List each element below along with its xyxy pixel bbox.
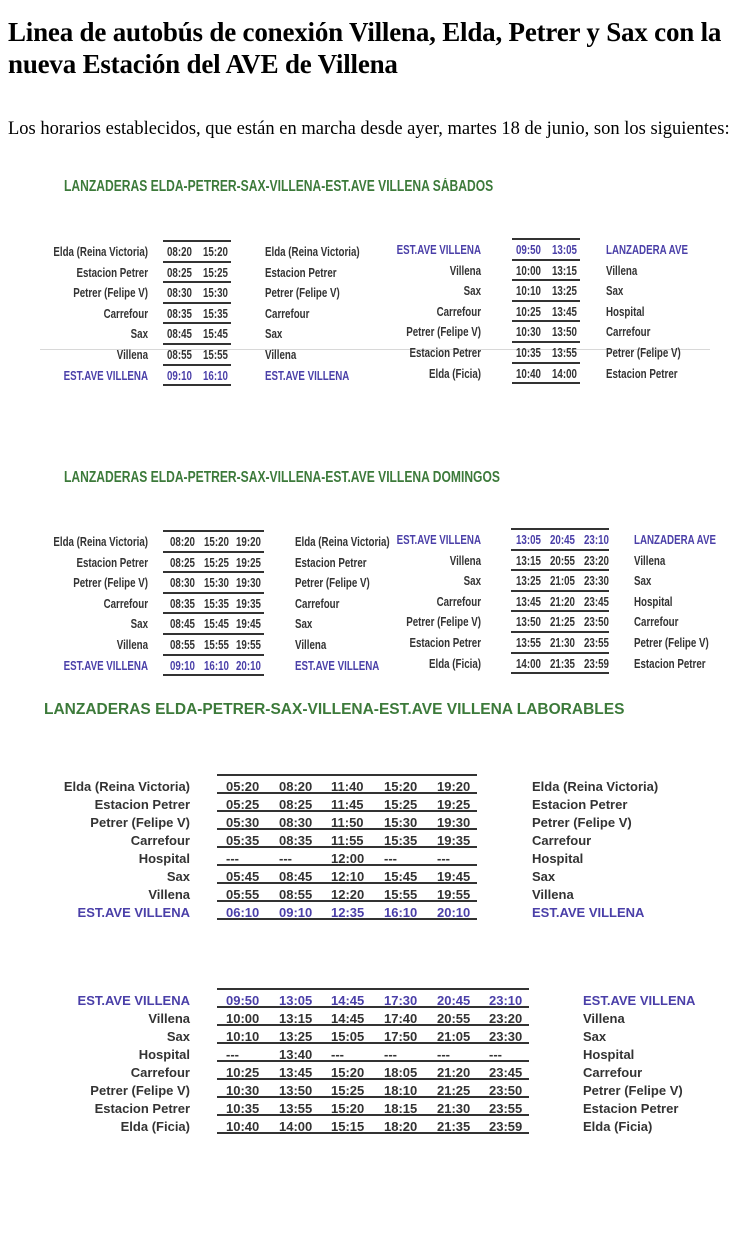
departure-time: 10:00 — [226, 1011, 260, 1026]
table-rule — [512, 320, 580, 322]
stop-name: Villena — [449, 263, 481, 278]
departure-time: 11:45 — [331, 797, 364, 812]
departure-time: 19:55 — [437, 887, 471, 902]
departure-time: --- — [226, 851, 239, 866]
stop-name-right: Sax — [583, 1029, 607, 1044]
departure-time: 19:45 — [437, 869, 471, 884]
departure-time: 15:20 — [331, 1101, 365, 1116]
stop-name: Estacion Petrer — [409, 636, 481, 650]
stop-name-right: Carrefour — [583, 1065, 643, 1080]
table-rule — [163, 322, 231, 324]
table-rule — [217, 1078, 529, 1080]
table-rule — [511, 652, 609, 654]
departure-time: 13:25 — [279, 1029, 313, 1044]
departure-time: 19:25 — [437, 797, 471, 812]
stop-name-right: Sax — [606, 284, 624, 299]
departure-time: 23:45 — [489, 1065, 523, 1080]
departure-time: 08:20 — [170, 535, 195, 549]
departure-time: 08:45 — [170, 617, 195, 632]
stop-name-right: Villena — [634, 553, 666, 568]
departure-time: 15:15 — [331, 1119, 365, 1134]
stop-name: Villena — [148, 1011, 190, 1026]
stop-name-right: Elda (Reina Victoria) — [532, 779, 659, 794]
departure-time: 17:40 — [384, 1011, 418, 1026]
table-rule — [217, 1042, 529, 1044]
table-rule — [512, 362, 580, 364]
departure-time: 13:40 — [279, 1047, 313, 1062]
stop-name-right: Petrer (Felipe V) — [265, 286, 340, 301]
departure-time: 23:50 — [489, 1083, 523, 1098]
stop-name-right: Sax — [265, 327, 283, 342]
stop-name-right: Sax — [532, 869, 556, 884]
departure-time: 13:45 — [516, 594, 541, 609]
departure-time: 16:10 — [204, 658, 229, 673]
stop-name: Villena — [148, 887, 190, 902]
departure-time: 19:20 — [236, 535, 261, 549]
stop-name: Petrer (Felipe V) — [406, 325, 481, 340]
table-rule — [512, 259, 580, 261]
stop-name: Hospital — [138, 851, 190, 866]
stop-name-right: Carrefour — [295, 596, 340, 611]
stop-name: EST.AVE VILLENA — [396, 243, 481, 257]
article-intro: Los horarios establecidos, que están en marcha desde ayer, martes 18 de junio, son los siguientes: — [8, 119, 730, 139]
stop-name: Sax — [130, 327, 148, 342]
departure-time: 08:20 — [279, 779, 313, 794]
table-rule — [511, 528, 609, 530]
stop-name-right: Villena — [583, 1011, 625, 1026]
departure-time: 08:35 — [170, 596, 195, 611]
departure-time: 08:55 — [279, 887, 313, 902]
departure-time: 15:20 — [204, 535, 229, 549]
stop-name-right: Elda (Ficia) — [583, 1119, 653, 1134]
departure-time: 19:55 — [236, 638, 261, 652]
table-rule — [217, 988, 529, 990]
stop-name: Elda (Ficia) — [428, 366, 481, 381]
departure-time: 11:40 — [331, 779, 364, 794]
departure-time: 15:30 — [204, 576, 229, 591]
departure-time: 15:25 — [331, 1083, 365, 1098]
departure-time: 05:55 — [226, 887, 260, 902]
departure-time: 09:50 — [226, 993, 260, 1008]
departure-time: 18:20 — [384, 1119, 418, 1134]
departure-time: 15:20 — [384, 779, 418, 794]
departure-time: 23:55 — [584, 636, 609, 650]
stop-name: Elda (Ficia) — [428, 656, 481, 671]
departure-time: 15:45 — [203, 327, 228, 342]
departure-time: 23:50 — [584, 615, 609, 630]
departure-time: 23:10 — [489, 993, 523, 1008]
departure-time: 14:45 — [331, 1011, 365, 1026]
departure-time: 08:35 — [167, 306, 192, 321]
stop-name-right: Estacion Petrer — [583, 1101, 679, 1116]
departure-time: 06:10 — [226, 905, 260, 920]
departure-time: 19:45 — [236, 617, 261, 632]
stop-name-right: Petrer (Felipe V) — [583, 1083, 683, 1098]
departure-time: 09:50 — [516, 243, 541, 257]
departure-time: --- — [437, 851, 450, 866]
departure-time: 15:30 — [203, 286, 228, 301]
departure-time: 15:05 — [331, 1029, 365, 1044]
table-rule — [163, 654, 264, 656]
departure-time: 09:10 — [167, 368, 192, 383]
departure-time: 09:10 — [279, 905, 313, 920]
departure-time: 13:25 — [516, 574, 541, 589]
table-rule — [217, 1132, 529, 1134]
schedule-title: LANZADERAS ELDA-PETRER-SAX-VILLENA-EST.AVE VILLENA DOMINGOS — [64, 469, 500, 486]
departure-time: 15:30 — [384, 815, 418, 830]
departure-time: --- — [331, 1047, 344, 1062]
departure-time: 23:30 — [489, 1029, 523, 1044]
departure-time: --- — [279, 851, 292, 866]
stop-name-right: Estacion Petrer — [532, 797, 628, 812]
departure-time: 21:30 — [550, 636, 575, 650]
stop-name-right: Petrer (Felipe V) — [532, 815, 632, 830]
departure-time: 10:10 — [226, 1029, 260, 1044]
departure-time: 20:55 — [550, 553, 575, 568]
departure-time: 21:30 — [437, 1101, 471, 1116]
departure-time: 15:55 — [384, 887, 418, 902]
stop-name: Carrefour — [103, 596, 148, 611]
stop-name-right: Elda (Reina Victoria) — [295, 535, 390, 549]
stop-name-right: Carrefour — [606, 325, 651, 340]
departure-time: 20:45 — [550, 533, 575, 547]
table-rule — [163, 633, 264, 635]
departure-time: 08:55 — [170, 638, 195, 652]
departure-time: 20:10 — [236, 658, 261, 673]
table-rule — [512, 300, 580, 302]
table-rule — [163, 343, 231, 345]
stop-name-right: Carrefour — [265, 306, 310, 321]
stop-name: Estacion Petrer — [94, 797, 190, 812]
departure-time: 21:05 — [550, 574, 575, 589]
departure-time: 13:15 — [552, 263, 577, 278]
departure-time: 08:35 — [279, 833, 313, 848]
departure-time: 15:45 — [384, 869, 418, 884]
stop-name-right: Estacion Petrer — [606, 366, 678, 381]
departure-time: 15:55 — [204, 638, 229, 652]
departure-time: 05:30 — [226, 815, 260, 830]
table-rule — [163, 530, 264, 532]
departure-time: 05:20 — [226, 779, 260, 794]
stop-name-right: EST.AVE VILLENA — [295, 658, 380, 673]
stop-name: Villena — [116, 348, 148, 362]
table-rule — [163, 674, 264, 676]
departure-time: 08:30 — [279, 815, 313, 830]
departure-time: 12:10 — [331, 869, 365, 884]
table-rule — [511, 672, 609, 674]
departure-time: 19:25 — [236, 555, 261, 570]
table-rule — [163, 612, 264, 614]
departure-time: 08:20 — [167, 245, 192, 259]
stop-name: Villena — [449, 553, 481, 568]
departure-time: 15:25 — [204, 555, 229, 570]
stop-name: Elda (Reina Victoria) — [53, 535, 149, 549]
departure-time: 13:55 — [552, 346, 577, 360]
stop-name: Hospital — [138, 1047, 190, 1062]
table-rule — [217, 1060, 529, 1062]
table-rule — [217, 1096, 529, 1098]
departure-time: 19:35 — [437, 833, 471, 848]
stop-name-right: Villena — [606, 263, 638, 278]
stop-name: Elda (Reina Victoria) — [53, 245, 149, 259]
table-rule — [217, 1024, 529, 1026]
departure-time: 19:35 — [236, 596, 261, 611]
stop-name-right: Villena — [295, 638, 327, 652]
stop-name: EST.AVE VILLENA — [63, 368, 148, 383]
stop-name: Sax — [463, 574, 481, 589]
departure-time: 13:50 — [552, 325, 577, 340]
stop-name: Elda (Reina Victoria) — [63, 779, 190, 794]
table-rule — [512, 341, 580, 343]
table-rule — [217, 1006, 529, 1008]
stop-name: Estacion Petrer — [94, 1101, 190, 1116]
departure-time: 23:30 — [584, 574, 609, 589]
stop-name-right: EST.AVE VILLENA — [265, 368, 350, 383]
departure-time: 08:25 — [167, 265, 192, 280]
departure-time: 08:25 — [279, 797, 313, 812]
departure-time: 21:25 — [550, 615, 575, 630]
stop-name: EST.AVE VILLENA — [77, 905, 190, 920]
departure-time: 21:35 — [437, 1119, 471, 1134]
departure-time: 13:05 — [552, 243, 577, 257]
departure-time: 19:20 — [437, 779, 471, 794]
departure-time: 23:10 — [584, 533, 609, 547]
stop-name: Estacion Petrer — [76, 555, 148, 570]
departure-time: 05:35 — [226, 833, 260, 848]
departure-time: --- — [437, 1047, 450, 1062]
table-rule — [163, 302, 231, 304]
departure-time: 14:45 — [331, 993, 365, 1008]
departure-time: 14:00 — [552, 366, 577, 381]
stop-name-right: Petrer (Felipe V) — [295, 576, 370, 591]
departure-time: --- — [489, 1047, 502, 1062]
stop-name: EST.AVE VILLENA — [396, 533, 481, 547]
departure-time: 20:45 — [437, 993, 471, 1008]
departure-time: 19:30 — [236, 576, 261, 591]
stop-name-right: LANZADERA AVE — [606, 243, 688, 257]
departure-time: 13:55 — [516, 636, 541, 650]
table-rule — [511, 569, 609, 571]
stop-name-right: Petrer (Felipe V) — [634, 636, 709, 650]
departure-time: 15:25 — [203, 265, 228, 280]
stop-name-right: Carrefour — [634, 615, 679, 630]
departure-time: 13:50 — [279, 1083, 313, 1098]
departure-time: 23:59 — [489, 1119, 523, 1134]
departure-time: 13:15 — [279, 1011, 313, 1026]
departure-time: 23:45 — [584, 594, 609, 609]
departure-time: 08:45 — [167, 327, 192, 342]
departure-time: 23:20 — [489, 1011, 523, 1026]
departure-time: 15:35 — [203, 306, 228, 321]
stop-name-right: Villena — [265, 348, 297, 362]
table-rule — [511, 590, 609, 592]
stop-name-right: Sax — [634, 574, 652, 589]
stop-name-right: Petrer (Felipe V) — [606, 346, 681, 360]
departure-time: 14:00 — [516, 656, 541, 671]
stop-name-right: Elda (Reina Victoria) — [265, 245, 360, 259]
departure-time: 10:35 — [226, 1101, 260, 1116]
departure-time: 11:50 — [331, 815, 364, 830]
departure-time: 10:10 — [516, 284, 541, 299]
stop-name-right: Carrefour — [532, 833, 592, 848]
departure-time: 14:00 — [279, 1119, 313, 1134]
departure-time: 08:25 — [170, 555, 195, 570]
schedule-title: LANZADERAS ELDA-PETRER-SAX-VILLENA-EST.AVE VILLENA LABORABLES — [44, 701, 625, 718]
table-rule — [512, 382, 580, 384]
departure-time: 13:45 — [552, 304, 577, 319]
table-rule — [511, 631, 609, 633]
stop-name: Elda (Ficia) — [120, 1119, 190, 1134]
table-rule — [512, 279, 580, 281]
stop-name: Carrefour — [436, 594, 481, 609]
stop-name: Carrefour — [436, 304, 481, 319]
departure-time: 15:35 — [384, 833, 418, 848]
table-rule — [163, 551, 264, 553]
departure-time: 13:05 — [516, 533, 541, 547]
departure-time: 10:40 — [226, 1119, 260, 1134]
stop-name: Carrefour — [130, 1065, 190, 1080]
stop-name-right: EST.AVE VILLENA — [583, 993, 696, 1008]
departure-time: 08:45 — [279, 869, 313, 884]
departure-time: 12:35 — [331, 905, 365, 920]
departure-time: 21:20 — [437, 1065, 471, 1080]
departure-time: 13:05 — [279, 993, 313, 1008]
table-rule — [511, 610, 609, 612]
departure-time: 15:55 — [203, 348, 228, 362]
departure-time: 15:25 — [384, 797, 418, 812]
stop-name-right: Hospital — [532, 851, 584, 866]
departure-time: 15:20 — [203, 245, 228, 259]
departure-time: 05:25 — [226, 797, 260, 812]
departure-time: 15:35 — [204, 596, 229, 611]
departure-time: 08:55 — [167, 348, 192, 362]
stop-name: Petrer (Felipe V) — [90, 1083, 190, 1098]
stop-name: Sax — [463, 284, 481, 299]
departure-time: 18:10 — [384, 1083, 418, 1098]
stop-name-right: EST.AVE VILLENA — [532, 905, 645, 920]
departure-time: 13:50 — [516, 615, 541, 630]
departure-time: 13:25 — [552, 284, 577, 299]
departure-time: 13:15 — [516, 553, 541, 568]
departure-time: 10:30 — [226, 1083, 260, 1098]
schedule-title: LANZADERAS ELDA-PETRER-SAX-VILLENA-EST.AVE VILLENA SÁBADOS — [64, 178, 494, 195]
table-rule — [217, 774, 477, 776]
stop-name: Estacion Petrer — [409, 346, 481, 360]
article-headline: Linea de autobús de conexión Villena, Elda, Petrer y Sax con la nueva Estación del AVE de Villena — [8, 17, 722, 79]
table-rule — [163, 240, 231, 242]
stop-name-right: Estacion Petrer — [295, 555, 367, 570]
departure-time: 10:30 — [516, 325, 541, 340]
departure-time: 10:00 — [516, 263, 541, 278]
stop-name-right: Estacion Petrer — [265, 265, 337, 280]
departure-time: 17:50 — [384, 1029, 418, 1044]
departure-time: 23:20 — [584, 553, 609, 568]
stop-name: Petrer (Felipe V) — [73, 576, 148, 591]
stop-name: Petrer (Felipe V) — [406, 615, 481, 630]
departure-time: 15:45 — [204, 617, 229, 632]
table-rule — [163, 592, 264, 594]
departure-time: 19:30 — [437, 815, 471, 830]
stop-name: EST.AVE VILLENA — [63, 658, 148, 673]
departure-time: 10:35 — [516, 346, 541, 360]
stop-name-right: LANZADERA AVE — [634, 533, 716, 547]
departure-time: 13:45 — [279, 1065, 313, 1080]
stop-name: Petrer (Felipe V) — [90, 815, 190, 830]
departure-time: 21:05 — [437, 1029, 471, 1044]
departure-time: 16:10 — [384, 905, 418, 920]
departure-time: 05:45 — [226, 869, 260, 884]
departure-time: --- — [226, 1047, 239, 1062]
stop-name: Petrer (Felipe V) — [73, 286, 148, 301]
table-rule — [511, 549, 609, 551]
stop-name-right: Hospital — [583, 1047, 635, 1062]
stop-name-right: Hospital — [606, 304, 645, 319]
stop-name: Villena — [116, 638, 148, 652]
departure-time: 18:05 — [384, 1065, 418, 1080]
departure-time: 18:15 — [384, 1101, 418, 1116]
stop-name-right: Hospital — [634, 594, 673, 609]
stop-name: Carrefour — [130, 833, 190, 848]
departure-time: 17:30 — [384, 993, 418, 1008]
departure-time: 10:25 — [226, 1065, 260, 1080]
table-rule — [163, 384, 231, 386]
departure-time: 20:10 — [437, 905, 471, 920]
stop-name: Carrefour — [103, 306, 148, 321]
stop-name-right: Sax — [295, 617, 313, 632]
departure-time: --- — [384, 851, 397, 866]
departure-time: 23:59 — [584, 656, 609, 671]
departure-time: 09:10 — [170, 658, 195, 673]
table-rule — [512, 238, 580, 240]
departure-time: 13:55 — [279, 1101, 313, 1116]
departure-time: 08:30 — [167, 286, 192, 301]
departure-time: 20:55 — [437, 1011, 471, 1026]
stop-name: Estacion Petrer — [76, 265, 148, 280]
departure-time: 10:25 — [516, 304, 541, 319]
table-rule — [163, 571, 264, 573]
table-rule — [163, 364, 231, 366]
departure-time: 12:00 — [331, 851, 365, 866]
stop-name: EST.AVE VILLENA — [77, 993, 190, 1008]
departure-time: 21:20 — [550, 594, 575, 609]
departure-time: 21:35 — [550, 656, 575, 671]
departure-time: 21:25 — [437, 1083, 471, 1098]
table-rule — [217, 1114, 529, 1116]
table-rule — [163, 281, 231, 283]
stop-name: Sax — [166, 869, 190, 884]
departure-time: 15:20 — [331, 1065, 365, 1080]
stop-name: Sax — [166, 1029, 190, 1044]
departure-time: --- — [384, 1047, 397, 1062]
stop-name-right: Villena — [532, 887, 574, 902]
departure-time: 11:55 — [331, 833, 364, 848]
stop-name: Sax — [130, 617, 148, 632]
departure-time: 12:20 — [331, 887, 365, 902]
stop-name-right: Estacion Petrer — [634, 656, 706, 671]
departure-time: 10:40 — [516, 366, 541, 381]
departure-time: 08:30 — [170, 576, 195, 591]
table-rule — [163, 261, 231, 263]
departure-time: 23:55 — [489, 1101, 523, 1116]
departure-time: 16:10 — [203, 368, 228, 383]
